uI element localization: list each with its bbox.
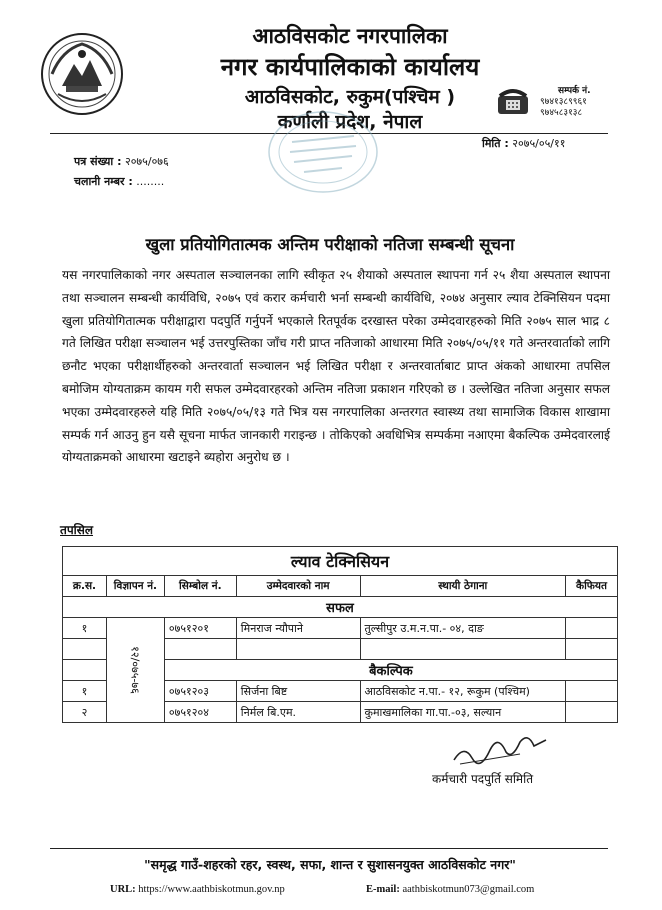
cell-blank xyxy=(236,639,360,660)
cell-symbol: ०७५१२०१ xyxy=(164,618,236,639)
cell-symbol: ०७५१२०३ xyxy=(164,681,236,702)
cell-remark xyxy=(566,681,618,702)
cell-blank xyxy=(63,639,107,660)
letter-reference xyxy=(74,154,169,169)
cell-sn: १ xyxy=(63,681,107,702)
notice-subject: खुला प्रतियोगितात्मक अन्तिम परीक्षाको नतिजा सम्बन्धी सूचना xyxy=(145,235,515,254)
advert-no: १२/०७५-७६ xyxy=(128,646,142,694)
footer-url xyxy=(110,884,285,895)
cell-symbol: ०७५१२०४ xyxy=(164,702,236,723)
header-remark: कैफियत xyxy=(566,576,618,597)
table-row xyxy=(63,618,618,639)
letter-date xyxy=(482,136,565,151)
phone-number-1: ९७४१३८९९६१ xyxy=(540,97,587,107)
section-alternate: बैकल्पिक xyxy=(164,660,617,681)
contact-label: सम्पर्क नं. xyxy=(558,86,591,96)
reference-value: २०७५/०७६ xyxy=(124,155,169,168)
footer-email xyxy=(366,884,534,895)
table-title: ल्याव टेक्निसियन xyxy=(63,547,618,576)
dispatch-value: ........ xyxy=(136,175,165,188)
results-table xyxy=(62,546,618,723)
cell-sn: १ xyxy=(63,618,107,639)
cell-blank xyxy=(360,639,565,660)
cell-blank xyxy=(566,639,618,660)
footer-divider xyxy=(50,848,608,849)
cell-name: निर्मल बि.एम. xyxy=(236,702,360,723)
header-symbol: सिम्बोल नं. xyxy=(164,576,236,597)
url-label: URL: xyxy=(110,884,136,895)
office-address: आठविसकोट, रुकुम(पश्चिम ) xyxy=(244,86,456,108)
telephone-icon xyxy=(496,86,530,116)
date-label: मिति : xyxy=(482,137,509,150)
notice-body: यस नगरपालिकाको नगर अस्पताल सञ्चालनका लागि स्वीकृत २५ शैयाको अस्पताल स्थापना गर्न २५ शैया अस्पताल स्थापना तथा सञ्चालन सम्बन्धी कार्यविधि, २०७५ एवं करार कर्मचारी भर्ना सम्बन्धी कार्यविधि, २०७४ अनुसार ल्याव टेक्निसियन पदमा खुला प्रतियोगितात्मक परीक्षाद्वारा पदपुर्ति गर्नुपर्ने भएकाले रितपूर्वक दरखास्त परेका उम्मेदवारहरुको मिति २०७५ साल भाद्र ८ गते लिखित परीक्षा सञ्चालन भई उत्तरपुस्तिका जाँच गरी प्राप्त नतिजाको आधारमा मिति २०७५/०५/११ गते अन्तरवार्ताको लागि छनौट भएका परीक्षार्थीहरुको अन्तरवार्ता सञ्चालन भई लिखित परीक्षा र अन्तरवार्ताबाट प्राप्त अंकको आधारमा तपसिल बमोजिम योग्यताक्रम कायम गरी सफल उम्मेदवारहरको अन्तिम नतिजा प्रकाशन गरिएको छ । उल्लेखित नतिजा अनुसार सफल भएका उम्मेदवारहरुले यहि मिति २०७५/०५/१३ गते भित्र यस नगरपालिका अन्तरगत स्वास्थ्य तथा सामाजिक विकास शाखामा सम्पर्क गर्न आउनु हुन यसै सूचना मार्फत जानकारी गराइन्छ । तोकिएको अवधिभित्र सम्पर्कमा नआएमा बैकल्पिक उम्मेदवारलाई योग्यताक्रमको आधारमा खटाइने ब्यहोरा अनुरोध छ । xyxy=(62,268,610,465)
dispatch-reference xyxy=(74,174,164,189)
phone-number-2: ९७४५८३१३८ xyxy=(540,108,583,118)
province-country: कर्णाली प्रदेश, नेपाल xyxy=(277,111,423,133)
section-success: सफल xyxy=(63,597,618,618)
signature-icon xyxy=(450,724,550,770)
date-value: २०७५/०५/११ xyxy=(512,137,566,150)
cell-sn: २ xyxy=(63,702,107,723)
cell-name: मिनराज न्यौपाने xyxy=(236,618,360,639)
government-emblem-icon xyxy=(38,30,126,118)
cell-address: तुल्सीपुर उ.म.न.पा.- ०४, दाङ xyxy=(360,618,565,639)
header-sn: क्र.स. xyxy=(63,576,107,597)
header-name: उम्मेदवारको नाम xyxy=(236,576,360,597)
contact-block xyxy=(540,86,591,119)
cell-blank xyxy=(164,639,236,660)
office-stamp-icon xyxy=(264,108,382,196)
footer-slogan: "समृद्ध गाउँ-शहरको रहर, स्वस्थ, सफा, शान्त र सुशासनयुक्त आठविसकोट नगर" xyxy=(144,857,516,872)
municipality-name: आठविसकोट नगरपालिका xyxy=(252,24,448,48)
cell-address: कुमाखमालिका गा.पा.-०३, सल्यान xyxy=(360,702,565,723)
cell-address: आठविसकोट न.पा.- १२, रूकुम (पश्चिम) xyxy=(360,681,565,702)
reference-label: पत्र संख्या : xyxy=(74,155,122,168)
cell-name: सिर्जना बिष्ट xyxy=(236,681,360,702)
signatory-committee: कर्मचारी पदपुर्ति समिति xyxy=(432,772,534,786)
header-advert: विज्ञापन नं. xyxy=(106,576,164,597)
cell-blank xyxy=(63,660,107,681)
table-title-row xyxy=(63,547,618,576)
cell-remark xyxy=(566,702,618,723)
cell-advert-no xyxy=(106,618,164,723)
table-header-row xyxy=(63,576,618,597)
details-label: तपसिल xyxy=(60,523,94,537)
email-link[interactable]: aathbiskotmun073@gmail.com xyxy=(402,884,535,895)
section-success-row xyxy=(63,597,618,618)
dispatch-label: चलानी नम्बर : xyxy=(74,175,133,188)
cell-remark xyxy=(566,618,618,639)
office-name: नगर कार्यपालिकाको कार्यालय xyxy=(220,53,480,81)
header-address: स्थायी ठेगाना xyxy=(360,576,565,597)
url-link[interactable]: https://www.aathbiskotmun.gov.np xyxy=(138,884,285,895)
email-label: E-mail: xyxy=(366,884,400,895)
